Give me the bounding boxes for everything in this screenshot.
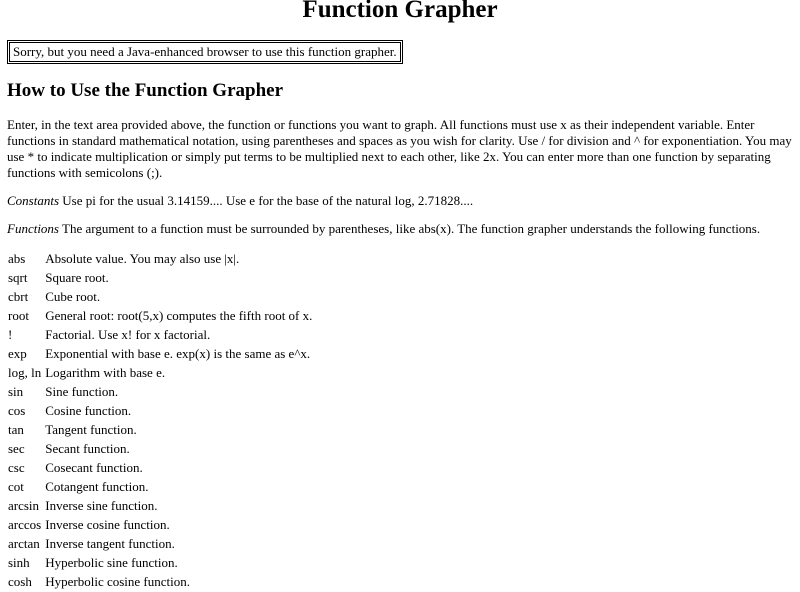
function-description: Factorial. Use x! for x factorial. — [45, 327, 211, 342]
function-row — [6, 477, 314, 496]
page-title: Function Grapher — [302, 0, 498, 23]
function-row — [6, 382, 314, 401]
function-row — [6, 287, 314, 306]
applet-fallback-message: Sorry, but you need a Java-enhanced browser to use this function grapher. — [9, 42, 401, 62]
applet-placeholder — [7, 40, 403, 64]
function-row — [6, 344, 314, 363]
function-description: Inverse sine function. — [45, 498, 158, 513]
function-name: arcsin — [8, 498, 40, 513]
function-name: cbrt — [8, 289, 29, 304]
function-description: Cotangent function. — [45, 479, 149, 494]
function-row — [6, 306, 314, 325]
function-name: abs — [8, 251, 26, 266]
function-description: Sine function. — [45, 384, 119, 399]
function-name: sec — [8, 441, 25, 456]
function-description: Exponential with base e. exp(x) is the same as e^x. — [45, 346, 311, 361]
constants-paragraph — [7, 193, 797, 209]
function-name: sqrt — [8, 270, 28, 285]
function-name: arctan — [8, 536, 40, 551]
function-name: log, ln — [8, 365, 42, 380]
constants-label: Constants — [7, 193, 60, 208]
function-name: root — [8, 308, 29, 323]
function-name: cosh — [8, 574, 32, 589]
function-name: exp — [8, 346, 27, 361]
function-name: arccos — [8, 517, 42, 532]
function-name: cot — [8, 479, 24, 494]
function-row — [6, 553, 314, 572]
function-description: Inverse tangent function. — [45, 536, 175, 551]
function-row — [6, 458, 314, 477]
function-name: sin — [8, 384, 24, 399]
functions-paragraph — [7, 221, 797, 237]
function-description: Square root. — [45, 270, 109, 285]
function-row — [6, 401, 314, 420]
howto-heading: How to Use the Function Grapher — [7, 80, 284, 101]
function-name: tan — [8, 422, 24, 437]
function-description: Tangent function. — [45, 422, 137, 437]
function-name: sinh — [8, 555, 30, 570]
function-row — [6, 515, 314, 534]
function-row — [6, 325, 314, 344]
function-description: General root: root(5,x) computes the fifth root of x. — [45, 308, 313, 323]
function-description: Secant function. — [45, 441, 130, 456]
function-row — [6, 363, 314, 382]
function-description: Hyperbolic sine function. — [45, 555, 178, 570]
function-description: Inverse cosine function. — [45, 517, 170, 532]
function-name: ! — [8, 327, 13, 342]
function-row — [6, 268, 314, 287]
function-description: Cosecant function. — [45, 460, 143, 475]
function-row — [6, 439, 314, 458]
function-row — [6, 572, 314, 591]
function-description: Cosine function. — [45, 403, 132, 418]
function-row — [6, 534, 314, 553]
functions-text: The argument to a function must be surrounded by parentheses, like abs(x). The function grapher understands the following functions. — [62, 221, 761, 236]
function-name: csc — [8, 460, 25, 475]
function-row — [6, 249, 314, 268]
function-description: Logarithm with base e. — [45, 365, 166, 380]
function-description: Absolute value. You may also use |x|. — [45, 251, 240, 266]
function-row — [6, 420, 314, 439]
function-row — [6, 496, 314, 515]
function-description: Cube root. — [45, 289, 101, 304]
function-list-body — [6, 249, 314, 591]
function-list-table — [6, 249, 314, 591]
function-name: cos — [8, 403, 26, 418]
functions-label: Functions — [7, 221, 59, 236]
function-description: Hyperbolic cosine function. — [45, 574, 190, 589]
constants-text: Use pi for the usual 3.14159.... Use e for the base of the natural log, 2.71828.... — [62, 193, 474, 208]
howto-intro-paragraph: Enter, in the text area provided above, the function or functions you want to graph. All functions must use x as their independent variable. Enter functions in standard mathematical notation, using parentheses and spaces as you wish for clarity. Use / for division and ^ for exponentiation. You may use * to indicate multiplication or simply put terms to be multiplied next to each other, like 2x. You can enter more than one function by separating functions with semicolons (;). — [7, 117, 792, 180]
